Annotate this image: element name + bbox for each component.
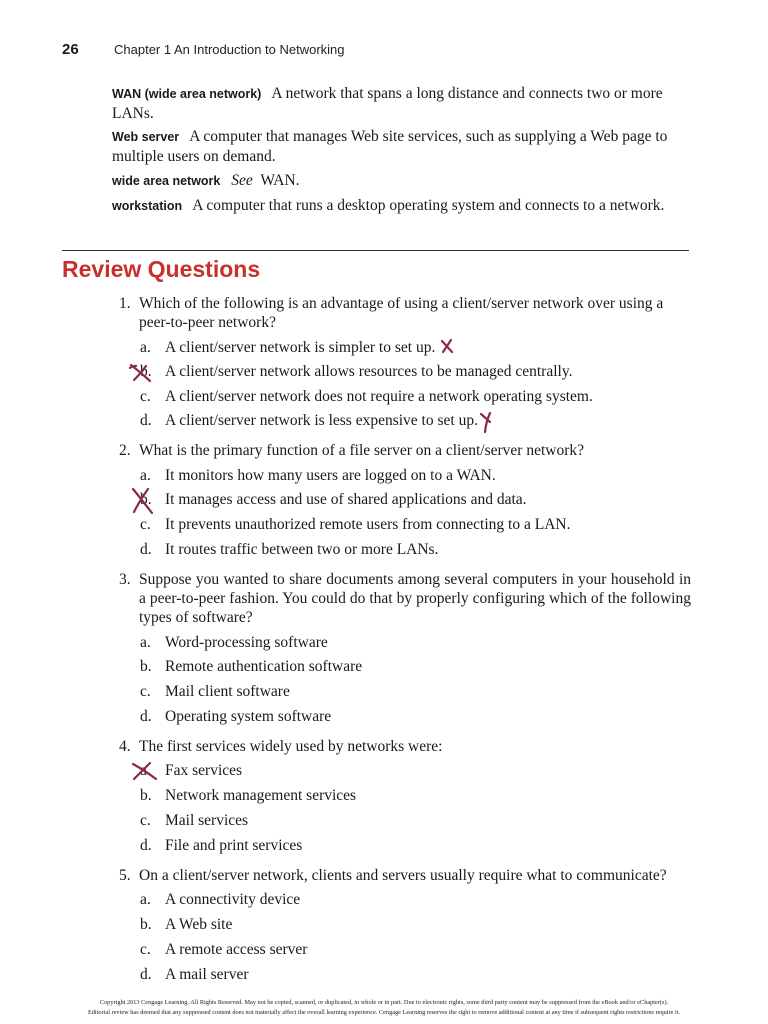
glossary-term: WAN (wide area network) <box>112 87 262 101</box>
question-number: 4. <box>119 738 131 755</box>
option-letter: b. <box>140 787 152 804</box>
option-letter: a. <box>140 891 151 908</box>
glossary-definition: A network that spans a long distance and connects two or more LANs. <box>112 85 663 122</box>
glossary-definition: WAN. <box>260 172 300 189</box>
glossary-definition: A computer that runs a desktop operating system and connects to a network. <box>192 197 665 214</box>
option-text: A remote access server <box>165 941 308 958</box>
handwritten-x-mark <box>130 760 160 782</box>
glossary-entry-workstation <box>112 196 694 216</box>
q2-option-a <box>140 466 496 485</box>
glossary-term: wide area network <box>112 174 221 188</box>
handwritten-x-mark <box>128 362 154 384</box>
option-letter: b. <box>140 363 152 380</box>
question-2 <box>119 441 691 460</box>
section-title: Review Questions <box>62 256 261 282</box>
option-letter: d. <box>140 541 152 558</box>
option-text: It monitors how many users are logged on to a WAN. <box>165 467 496 484</box>
option-text: A mail server <box>165 966 249 983</box>
question-number: 5. <box>119 867 131 884</box>
option-letter: c. <box>140 812 151 829</box>
option-text: Remote authentication software <box>165 658 363 675</box>
option-text: File and print services <box>165 837 303 854</box>
option-letter: c. <box>140 683 151 700</box>
q5-option-d <box>140 965 249 984</box>
option-letter: b. <box>140 916 152 933</box>
glossary-see-reference: See <box>231 172 253 189</box>
option-text: A connectivity device <box>165 891 301 908</box>
question-5 <box>119 866 691 885</box>
question-3 <box>119 570 691 627</box>
glossary-entry-web-server <box>112 127 694 166</box>
q2-option-d <box>140 540 438 559</box>
option-text: Fax services <box>165 762 243 779</box>
option-text: It manages access and use of shared applications and data. <box>165 491 527 508</box>
q5-option-c <box>140 940 307 959</box>
option-text: A client/server network is simpler to set up. <box>165 339 436 356</box>
q3-option-c <box>140 682 290 701</box>
q3-option-b <box>140 657 362 676</box>
q1-option-c <box>140 387 593 406</box>
option-letter: c. <box>140 516 151 533</box>
question-text: What is the primary function of a file server on a client/server network? <box>139 442 585 459</box>
question-number: 3. <box>119 571 131 588</box>
option-letter: c. <box>140 388 151 405</box>
option-text: A client/server network is less expensive to set up. <box>165 412 478 429</box>
q3-option-d <box>140 707 331 726</box>
option-text: Mail services <box>165 812 249 829</box>
handwritten-x-mark <box>478 410 494 434</box>
chapter-title: Chapter 1 An Introduction to Networking <box>114 42 345 57</box>
editorial-notice: Editorial review has deemed that any suppressed content does not materially affect the overall learning experience. Cengage Learning reserves the right to remove additional content at any time if subsequent rights restrictions require it. <box>87 1009 681 1016</box>
question-number: 1. <box>119 295 131 312</box>
page-number: 26 <box>62 41 79 58</box>
glossary-term: workstation <box>112 199 183 213</box>
option-letter: c. <box>140 941 151 958</box>
handwritten-x-mark <box>438 337 456 355</box>
option-text: It prevents unauthorized remote users from connecting to a LAN. <box>165 516 571 533</box>
option-letter: a. <box>140 339 151 356</box>
question-4 <box>119 737 691 756</box>
q2-option-b <box>140 490 527 509</box>
q4-option-b <box>140 786 356 805</box>
option-letter: a. <box>140 467 151 484</box>
question-1 <box>119 294 691 332</box>
handwritten-x-mark <box>130 486 156 516</box>
question-text: Suppose you wanted to share documents among several computers in your household in a peer-to-peer fashion. You could do that by properly configuring which of the following types of software? <box>139 571 691 626</box>
q1-option-b <box>140 362 572 381</box>
question-number: 2. <box>119 442 131 459</box>
option-text: Operating system software <box>165 708 332 725</box>
option-letter: b. <box>140 491 152 508</box>
q2-option-c <box>140 515 570 534</box>
glossary-term: Web server <box>112 130 180 144</box>
question-text: On a client/server network, clients and servers usually require what to communicate? <box>139 867 667 884</box>
glossary-definition: A computer that manages Web site services, such as supplying a Web page to multiple users on demand. <box>112 128 668 165</box>
option-letter: b. <box>140 658 152 675</box>
option-letter: d. <box>140 708 152 725</box>
option-letter: a. <box>140 634 151 651</box>
section-divider <box>62 250 689 251</box>
q4-option-c <box>140 811 248 830</box>
option-text: A client/server network allows resources to be managed centrally. <box>165 363 573 380</box>
q1-option-d <box>140 411 478 430</box>
copyright-notice: Copyright 2013 Cengage Learning. All Rights Reserved. May not be copied, scanned, or duplicated, in whole or in part. Due to electronic rights, some third party content may be suppressed from the eBook and/or eChapter(s). <box>99 999 669 1006</box>
question-text: The first services widely used by networks were: <box>139 738 443 755</box>
q5-option-b <box>140 915 232 934</box>
option-text: Mail client software <box>165 683 290 700</box>
option-letter: a. <box>140 762 151 779</box>
q5-option-a <box>140 890 300 909</box>
q3-option-a <box>140 633 328 652</box>
question-text: Which of the following is an advantage of using a client/server network over using a peer-to-peer network? <box>139 295 664 331</box>
option-letter: d. <box>140 837 152 854</box>
option-letter: d. <box>140 966 152 983</box>
glossary-entry-wan <box>112 84 694 123</box>
option-text: Network management services <box>165 787 357 804</box>
q1-option-a <box>140 338 435 357</box>
option-text: Word-processing software <box>165 634 328 651</box>
q4-option-d <box>140 836 302 855</box>
option-letter: d. <box>140 412 152 429</box>
option-text: It routes traffic between two or more LANs. <box>165 541 439 558</box>
glossary-entry-wide-area-network <box>112 171 694 191</box>
option-text: A client/server network does not require a network operating system. <box>165 388 593 405</box>
option-text: A Web site <box>165 916 233 933</box>
